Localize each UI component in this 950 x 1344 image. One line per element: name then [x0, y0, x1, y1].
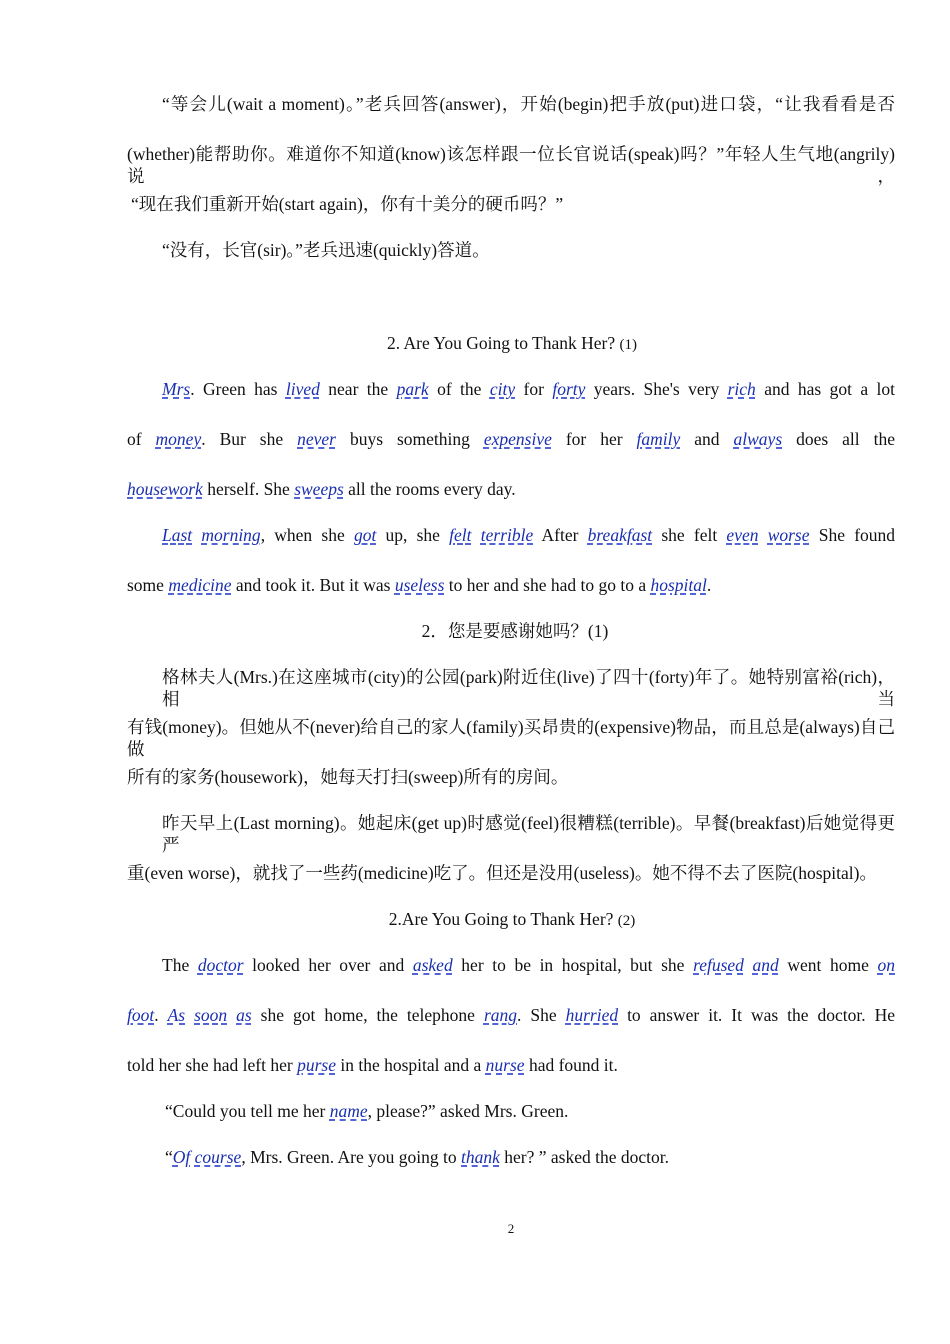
- zh-text-line: “等会儿(wait a moment)。”老兵回答(answer)，开始(begin)把手放(put)进口袋，“让我看看是否: [162, 94, 895, 114]
- answer-word: name: [329, 1101, 368, 1121]
- text-run: some: [127, 575, 169, 595]
- text-run: [227, 1005, 236, 1025]
- answer-word: doctor: [197, 955, 244, 975]
- answer-word: family: [636, 429, 681, 449]
- answer-word: Mrs: [162, 379, 191, 399]
- answer-word: always: [733, 429, 783, 449]
- text-run: of: [127, 429, 156, 449]
- text-run: [192, 525, 201, 545]
- en-text-line: [162, 954, 895, 976]
- text-run: of the: [428, 379, 490, 399]
- text-run: herself. She: [202, 479, 295, 499]
- en-text-line: [127, 1054, 895, 1076]
- answer-word: as: [236, 1005, 252, 1025]
- text-run: had found it.: [524, 1055, 618, 1075]
- answer-word: terrible: [480, 525, 534, 545]
- answer-word: rich: [727, 379, 756, 399]
- text-run: .: [706, 575, 712, 595]
- answer-word: Last: [162, 525, 193, 545]
- text-run: and has got a lot: [755, 379, 896, 399]
- answer-word: breakfast: [587, 525, 653, 545]
- text-run: buys something: [335, 429, 484, 449]
- answer-word: useless: [394, 575, 445, 595]
- text-run: The: [162, 955, 198, 975]
- text-run: .: [154, 1005, 168, 1025]
- text-run: for her: [551, 429, 637, 449]
- en-text-line: [162, 378, 895, 400]
- answer-word: forty: [552, 379, 586, 399]
- answer-word: worse: [767, 525, 810, 545]
- text-run: “Could you tell me her: [165, 1101, 330, 1121]
- zh-text-line: (whether)能帮助你。难道你不知道(know)该怎样跟一位长官说话(speak)吗？”年轻人生气地(angrily)说，: [127, 144, 895, 186]
- section-title: 2.Are You Going to Thank Her? (2): [388, 909, 636, 929]
- text-run: she got home, the telephone: [251, 1005, 484, 1025]
- text-run: [185, 1005, 194, 1025]
- text-run: . She: [517, 1005, 566, 1025]
- answer-word: nurse: [485, 1055, 525, 1075]
- en-text-line: [165, 1146, 933, 1168]
- answer-word: medicine: [168, 575, 232, 595]
- answer-word: hospital: [650, 575, 707, 595]
- answer-word: lived: [285, 379, 320, 399]
- text-run: for: [515, 379, 553, 399]
- zh-section-title: 2．您是要感谢她吗？(1): [421, 621, 609, 641]
- answer-word: asked: [412, 955, 453, 975]
- text-run: she felt: [652, 525, 727, 545]
- answer-word: Of: [172, 1147, 191, 1167]
- en-text-line: [127, 478, 895, 500]
- answer-word: purse: [297, 1055, 336, 1075]
- answer-word: felt: [449, 525, 472, 545]
- answer-word: thank: [461, 1147, 500, 1167]
- text-run: to answer it. It was the doctor. He: [618, 1005, 896, 1025]
- answer-word: As: [167, 1005, 186, 1025]
- text-run: looked her over and: [243, 955, 413, 975]
- text-run: years. She's very: [585, 379, 728, 399]
- text-run: in the hospital and a: [335, 1055, 486, 1075]
- answer-word: expensive: [483, 429, 552, 449]
- en-text-line: [165, 1100, 933, 1122]
- zh-text-line: 所有的家务(housework)，她每天打扫(sweep)所有的房间。: [127, 767, 569, 787]
- text-run: , when she: [260, 525, 354, 545]
- text-run: [758, 525, 767, 545]
- answer-word: rang: [483, 1005, 517, 1025]
- answer-word: on: [877, 955, 895, 975]
- text-run: told her she had left her: [127, 1055, 298, 1075]
- text-run: went home: [778, 955, 878, 975]
- text-run: . Green has: [190, 379, 286, 399]
- text-run: near the: [319, 379, 397, 399]
- en-text-line: [127, 1004, 895, 1026]
- text-run: After: [533, 525, 588, 545]
- section-title: 2. Are You Going to Thank Her? (1): [386, 333, 637, 353]
- text-run: her? ” asked the doctor.: [499, 1147, 670, 1167]
- page-number: 2: [507, 1221, 515, 1236]
- zh-text-line: 格林夫人(Mrs.)在这座城市(city)的公园(park)附近住(live)了四十(forty)年了。她特别富裕(rich)，相当: [162, 667, 895, 709]
- answer-word: never: [297, 429, 336, 449]
- answer-word: morning: [201, 525, 261, 545]
- answer-word: refused: [693, 955, 744, 975]
- answer-word: even: [726, 525, 759, 545]
- en-text-line: [162, 524, 895, 546]
- answer-word: foot: [127, 1005, 155, 1025]
- zh-text-line: 重(even worse)，就找了一些药(medicine)吃了。但还是没用(useless)。她不得不去了医院(hospital)。: [127, 863, 877, 883]
- text-run: . Bur she: [201, 429, 298, 449]
- text-run: and: [680, 429, 734, 449]
- text-run: to her and she had to go to a: [444, 575, 651, 595]
- answer-word: hurried: [565, 1005, 619, 1025]
- answer-word: housework: [127, 479, 203, 499]
- text-run: her to be in hospital, but she: [452, 955, 694, 975]
- answer-word: sweeps: [294, 479, 344, 499]
- zh-text-line: 昨天早上(Last morning)。她起床(get up)时感觉(feel)很糟糕(terrible)。早餐(breakfast)后她觉得更严: [162, 813, 895, 855]
- text-run: up, she: [376, 525, 450, 545]
- text-run: all the rooms every day.: [343, 479, 516, 499]
- zh-text-line: 有钱(money)。但她从不(never)给自己的家人(family)买昂贵的(expensive)物品，而且总是(always)自己做: [127, 717, 895, 759]
- answer-word: park: [396, 379, 429, 399]
- answer-word: soon: [194, 1005, 228, 1025]
- text-run: does all the: [782, 429, 895, 449]
- text-run: , Mrs. Green. Are you going to: [241, 1147, 462, 1167]
- zh-text-line: “现在我们重新开始(start again)，你有十美分的硬币吗？”: [131, 194, 564, 214]
- answer-word: course: [194, 1147, 242, 1167]
- zh-text-line: “没有，长官(sir)。”老兵迅速(quickly)答道。: [162, 240, 490, 260]
- answer-word: and: [752, 955, 779, 975]
- answer-word: money: [155, 429, 202, 449]
- text-run: , please?” asked Mrs. Green.: [367, 1101, 569, 1121]
- en-text-line: [127, 574, 895, 596]
- text-run: She found: [809, 525, 896, 545]
- text-run: [472, 525, 481, 545]
- text-run: “: [165, 1147, 173, 1167]
- answer-word: city: [489, 379, 516, 399]
- text-run: and took it. But it was: [231, 575, 395, 595]
- text-run: [744, 955, 753, 975]
- answer-word: got: [353, 525, 377, 545]
- en-text-line: [127, 428, 895, 450]
